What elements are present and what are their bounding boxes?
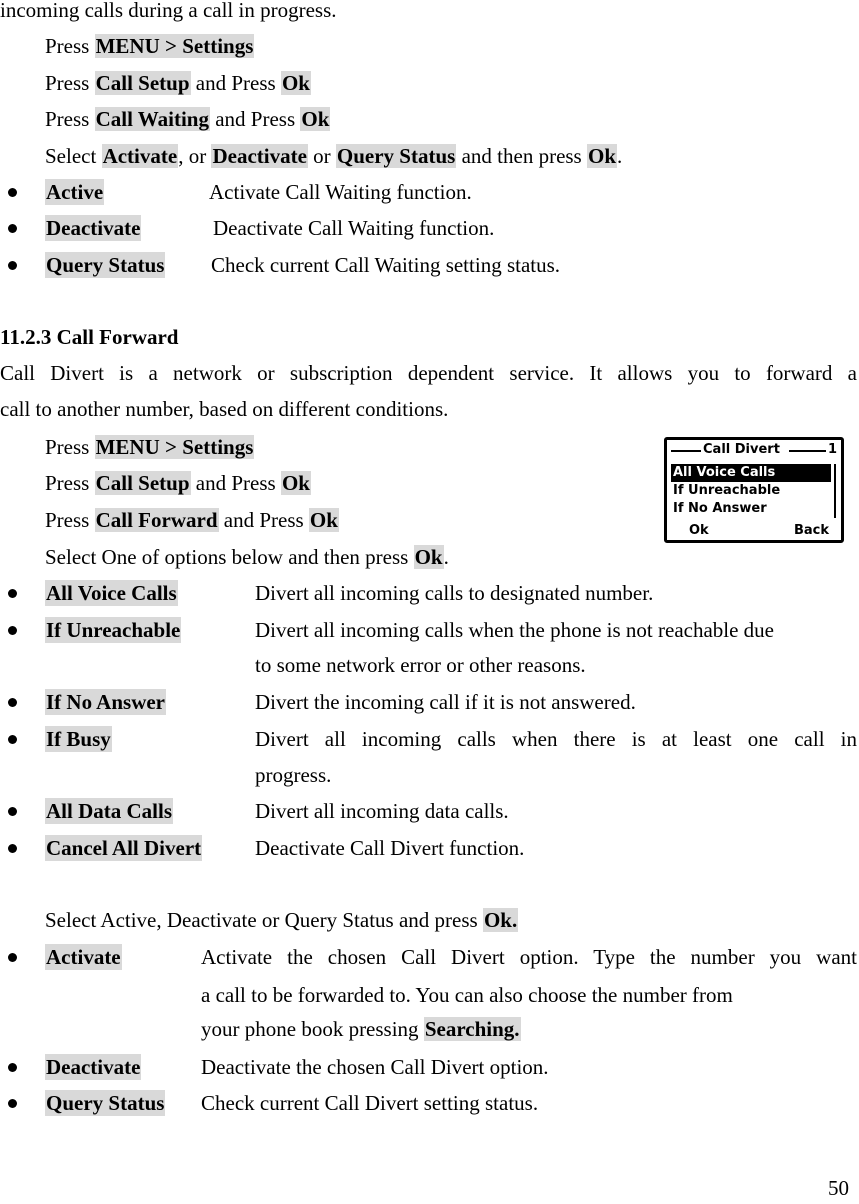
bullet-dot-icon <box>8 698 17 707</box>
section-para-line-2: call to another number, based on different conditions. <box>0 397 449 421</box>
phone-softkey-right: Back <box>793 523 829 538</box>
phone-screen-index: 1 <box>827 442 837 457</box>
bullet-dot-icon <box>8 261 17 270</box>
phone-menu-item: If No Answer <box>673 501 767 516</box>
final-option-continuation: a call to be forwarded to. You can also choose the number from <box>201 983 733 1007</box>
bullet-dot-icon <box>8 224 17 233</box>
phone-screen-title: Call Divert <box>703 442 780 457</box>
bullet-dot-icon <box>8 589 17 598</box>
bullet-dot-icon <box>8 807 17 816</box>
phone-screen-illustration <box>664 437 844 543</box>
phone-menu-item: If Unreachable <box>673 483 781 498</box>
phone-menu-item-selected: All Voice Calls <box>671 464 831 482</box>
bullet-dot-icon <box>8 1099 17 1108</box>
bullet-dot-icon <box>8 953 17 962</box>
bullet-dot-icon <box>8 626 17 635</box>
forward-option-continuation: progress. <box>255 763 332 787</box>
bullet-dot-icon <box>8 735 17 744</box>
bullet-dot-icon <box>8 844 17 853</box>
bullet-dot-icon <box>8 1063 17 1072</box>
final-option-continuation: your phone book pressing Searching. <box>201 1017 520 1041</box>
forward-option-continuation: to some network error or other reasons. <box>255 653 586 677</box>
phone-softkey-left: Ok <box>689 523 709 538</box>
section-para-line-1: Call Divert is a network or subscription dependent service. It allows you to forward a <box>0 361 857 385</box>
bullet-dot-icon <box>8 188 17 197</box>
section-heading: 11.2.3 Call Forward <box>0 325 179 349</box>
phone-screen-title-bar <box>671 442 837 460</box>
phone-scrollbar <box>834 464 836 518</box>
intro-line: incoming calls during a call in progress. <box>0 0 337 22</box>
page-number: 50 <box>828 1176 849 1200</box>
